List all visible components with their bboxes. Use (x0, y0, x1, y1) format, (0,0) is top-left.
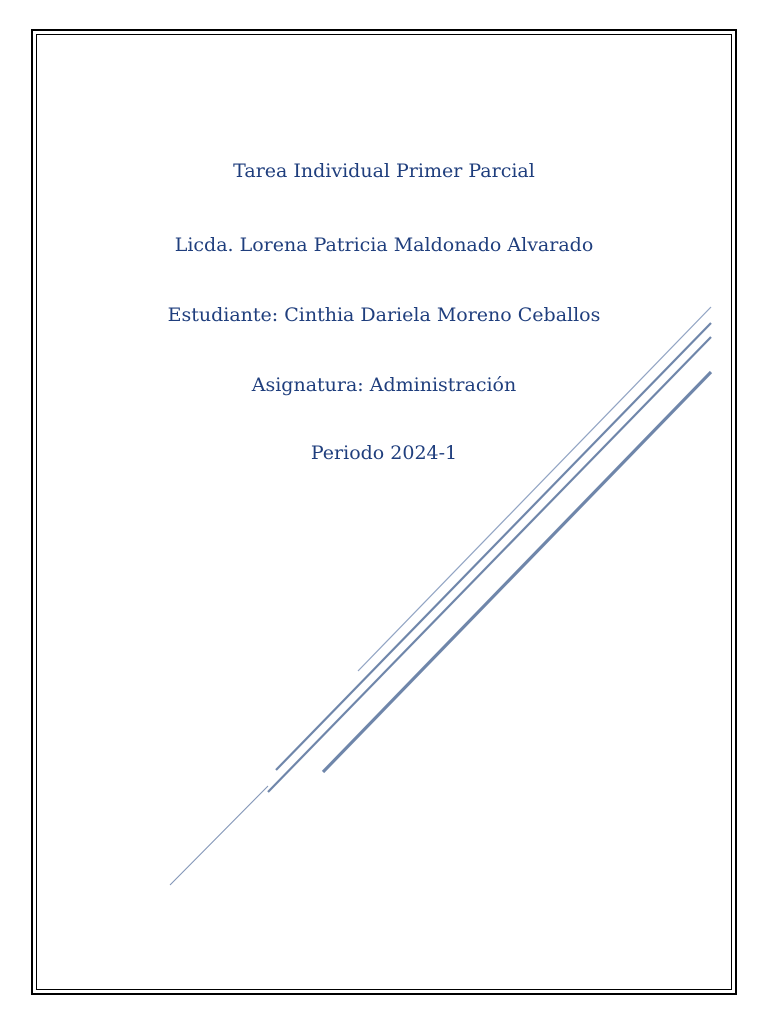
deco-line-5 (170, 786, 268, 885)
deco-line-1 (358, 307, 711, 671)
deco-line-2 (276, 323, 711, 770)
document-title: Tarea Individual Primer Parcial (233, 160, 535, 182)
period-label: Periodo 2024-1 (310, 442, 458, 464)
deco-line-3 (268, 337, 711, 792)
subject-name: Asignatura: Administración (251, 374, 517, 396)
student-name: Estudiante: Cinthia Dariela Moreno Ceballos (167, 304, 601, 326)
teacher-name: Licda. Lorena Patricia Maldonado Alvarado (174, 234, 594, 256)
deco-line-4 (323, 372, 711, 772)
